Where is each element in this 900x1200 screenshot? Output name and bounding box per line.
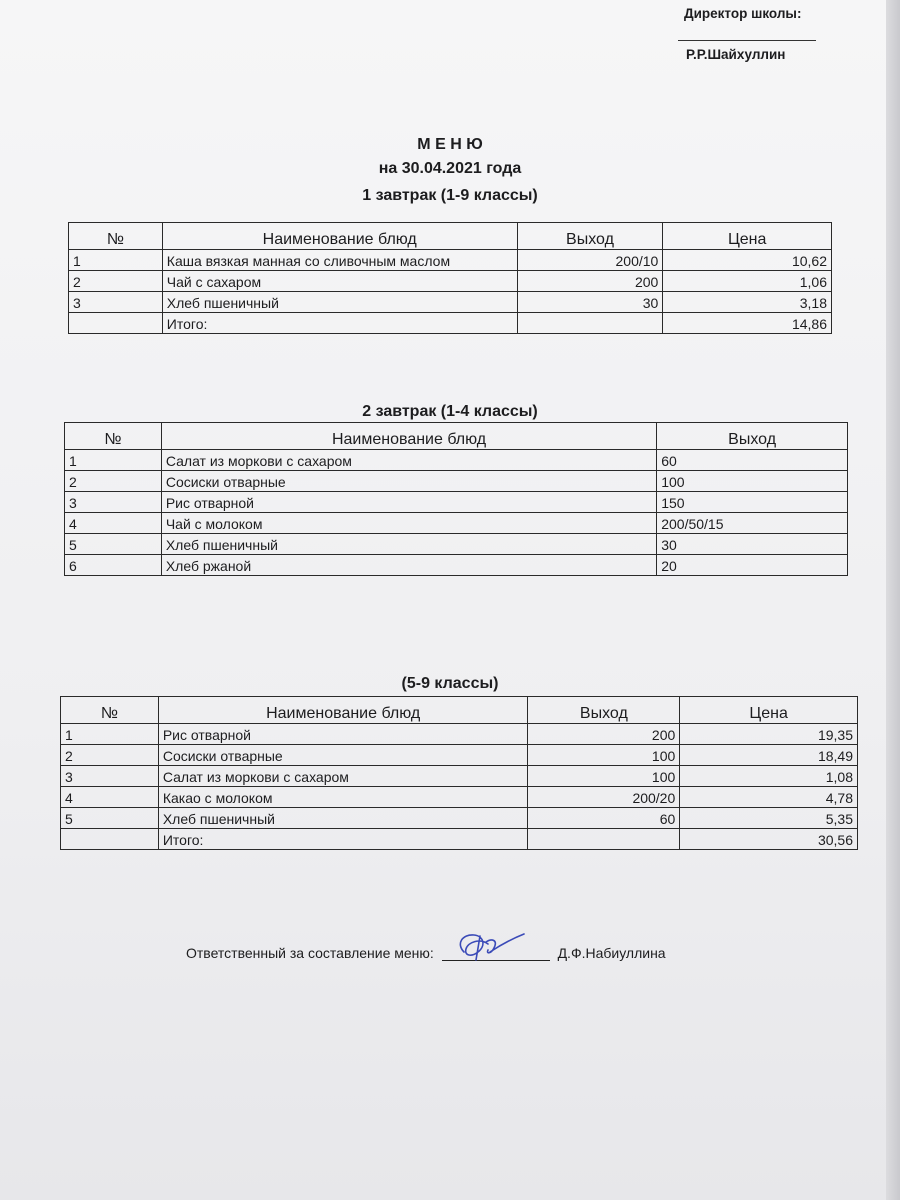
responsible-name: Д.Ф.Набиуллина: [557, 945, 666, 961]
table-row: [65, 471, 848, 492]
cell-output: 20: [657, 555, 848, 576]
menu-table-5-9: [60, 696, 858, 850]
table-header-row: [61, 697, 858, 724]
signature-line: [442, 944, 550, 961]
cell-output: 60: [528, 808, 680, 829]
cell-dish-name: Хлеб пшеничный: [161, 534, 656, 555]
cell-number: 6: [65, 555, 162, 576]
cell-price: 1,06: [663, 271, 832, 292]
table-header-row: [69, 223, 832, 250]
cell-dish-name: Салат из моркови с сахаром: [158, 766, 528, 787]
cell-dish-name: Хлеб ржаной: [161, 555, 656, 576]
cell-dish-name: Какао с молоком: [158, 787, 528, 808]
table-total-row: [61, 829, 858, 850]
section-title-5-9: (5-9 классы): [401, 675, 499, 692]
director-signature-line: [678, 40, 816, 41]
menu-table-breakfast-1: [68, 222, 832, 334]
cell-number: 2: [65, 471, 162, 492]
header-price: Цена: [680, 697, 858, 724]
table-row: [61, 808, 858, 829]
cell-output: 200: [528, 724, 680, 745]
cell-price: 4,78: [680, 787, 858, 808]
menu-date: на 30.04.2021 года: [378, 160, 522, 177]
cell-output: 100: [657, 471, 848, 492]
cell-dish-name: Рис отварной: [161, 492, 656, 513]
header-number: №: [61, 697, 159, 724]
cell-price: 3,18: [663, 292, 832, 313]
cell-empty: [69, 313, 163, 334]
cell-price: 5,35: [680, 808, 858, 829]
responsible-label: Ответственный за составление меню:: [186, 945, 434, 961]
cell-number: 1: [65, 450, 162, 471]
cell-number: 3: [69, 292, 163, 313]
table-row: [65, 513, 848, 534]
page-edge-shadow: [886, 0, 900, 1200]
menu-title: М Е Н Ю: [417, 136, 483, 153]
cell-price: 1,08: [680, 766, 858, 787]
cell-number: 2: [69, 271, 163, 292]
header-dish-name: Наименование блюд: [161, 423, 656, 450]
cell-empty: [517, 313, 663, 334]
cell-price: 18,49: [680, 745, 858, 766]
section-title-breakfast-1: 1 завтрак (1-9 классы): [362, 187, 538, 204]
cell-output: 100: [528, 745, 680, 766]
cell-number: 3: [61, 766, 159, 787]
header-output: Выход: [517, 223, 663, 250]
cell-output: 200/10: [517, 250, 663, 271]
cell-output: 150: [657, 492, 848, 513]
cell-price: 19,35: [680, 724, 858, 745]
cell-dish-name: Чай с молоком: [161, 513, 656, 534]
cell-dish-name: Сосиски отварные: [161, 471, 656, 492]
total-label: Итого:: [158, 829, 528, 850]
director-name: Р.Р.Шайхуллин: [686, 47, 786, 62]
table-row: [61, 787, 858, 808]
header-dish-name: Наименование блюд: [162, 223, 517, 250]
cell-output: 30: [657, 534, 848, 555]
table-row: [61, 745, 858, 766]
cell-number: 1: [61, 724, 159, 745]
cell-number: 2: [61, 745, 159, 766]
cell-number: 5: [61, 808, 159, 829]
cell-price: 10,62: [663, 250, 832, 271]
header-output: Выход: [657, 423, 848, 450]
total-value: 14,86: [663, 313, 832, 334]
cell-dish-name: Чай с сахаром: [162, 271, 517, 292]
table-row: [69, 250, 832, 271]
cell-output: 60: [657, 450, 848, 471]
table-row: [65, 555, 848, 576]
cell-dish-name: Хлеб пшеничный: [162, 292, 517, 313]
cell-output: 100: [528, 766, 680, 787]
cell-dish-name: Рис отварной: [158, 724, 528, 745]
header-number: №: [65, 423, 162, 450]
cell-dish-name: Каша вязкая манная со сливочным маслом: [162, 250, 517, 271]
cell-output: 30: [517, 292, 663, 313]
header-number: №: [69, 223, 163, 250]
header-price: Цена: [663, 223, 832, 250]
section-title-breakfast-2: 2 завтрак (1-4 классы): [362, 403, 538, 420]
cell-output: 200: [517, 271, 663, 292]
total-value: 30,56: [680, 829, 858, 850]
table-row: [65, 534, 848, 555]
cell-output: 200/20: [528, 787, 680, 808]
table-row: [61, 724, 858, 745]
menu-table-breakfast-2: [64, 422, 848, 576]
cell-output: 200/50/15: [657, 513, 848, 534]
table-total-row: [69, 313, 832, 334]
cell-empty: [528, 829, 680, 850]
table-header-row: [65, 423, 848, 450]
responsible-person-line: [186, 944, 666, 961]
cell-empty: [61, 829, 159, 850]
table-row: [61, 766, 858, 787]
table-row: [69, 292, 832, 313]
director-role: Директор школы:: [684, 6, 802, 21]
table-row: [69, 271, 832, 292]
table-row: [65, 492, 848, 513]
cell-dish-name: Салат из моркови с сахаром: [161, 450, 656, 471]
cell-dish-name: Хлеб пшеничный: [158, 808, 528, 829]
cell-number: 4: [65, 513, 162, 534]
cell-number: 4: [61, 787, 159, 808]
total-label: Итого:: [162, 313, 517, 334]
handwritten-signature-icon: [450, 930, 530, 964]
cell-number: 5: [65, 534, 162, 555]
header-output: Выход: [528, 697, 680, 724]
cell-dish-name: Сосиски отварные: [158, 745, 528, 766]
header-dish-name: Наименование блюд: [158, 697, 528, 724]
cell-number: 3: [65, 492, 162, 513]
cell-number: 1: [69, 250, 163, 271]
table-row: [65, 450, 848, 471]
